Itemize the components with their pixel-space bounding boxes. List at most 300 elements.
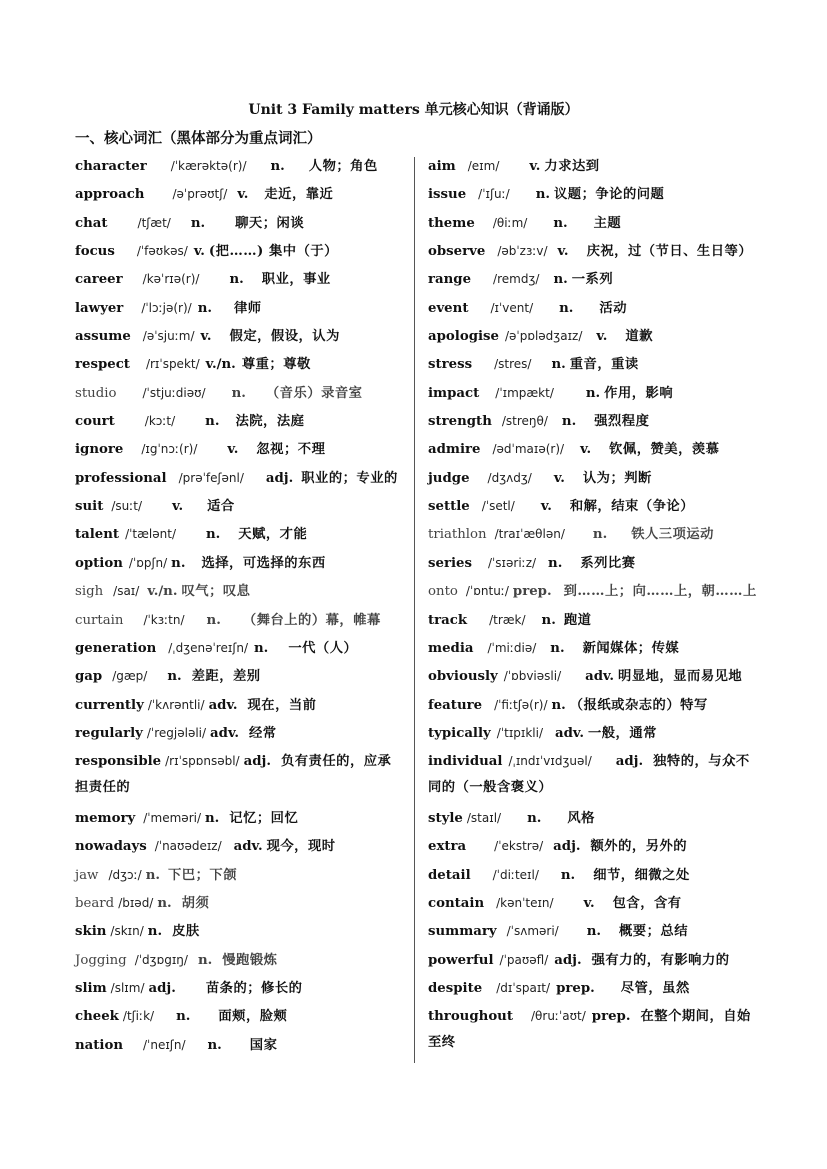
vocab-phonetic: /ˈmeməri/ bbox=[143, 810, 201, 825]
vocab-word: settle bbox=[428, 499, 470, 515]
vocab-word: admire bbox=[428, 442, 481, 458]
vocab-pos: v. bbox=[529, 159, 541, 174]
vocab-entry bbox=[428, 153, 763, 181]
vocab-pos: n. bbox=[527, 810, 542, 826]
vocab-word: event bbox=[428, 300, 469, 316]
vocab-phonetic: /ɪgˈnɔː(r)/ bbox=[141, 442, 198, 457]
vocab-entry bbox=[75, 635, 405, 663]
vocab-word: obviously bbox=[428, 669, 498, 685]
vocab-word: apologise bbox=[428, 329, 499, 345]
vocab-entry bbox=[428, 210, 763, 238]
vocab-word: respect bbox=[75, 357, 130, 373]
vocab-phonetic: /ˈfəʊkəs/ bbox=[136, 244, 188, 259]
vocab-word: suit bbox=[75, 499, 104, 515]
vocab-meaning: 国家 bbox=[249, 1037, 278, 1053]
vocab-meaning: 明显地，显而易见地 bbox=[618, 669, 743, 685]
vocab-phonetic: /ədˈmaɪə(r)/ bbox=[492, 442, 565, 457]
vocab-phonetic: /ˈregjələli/ bbox=[146, 725, 207, 740]
vocab-entry bbox=[428, 323, 763, 351]
vocab-phonetic: /saɪ/ bbox=[113, 584, 140, 599]
vocab-phonetic: /ˈmiːdiə/ bbox=[487, 640, 537, 655]
vocab-pos: n. bbox=[553, 215, 568, 231]
vocab-pos: adv. bbox=[210, 725, 239, 741]
vocab-phonetic: /slɪm/ bbox=[110, 980, 145, 995]
vocab-meaning: 经常 bbox=[248, 725, 277, 741]
vocab-phonetic: /ˈkɜːtn/ bbox=[143, 612, 185, 627]
vocab-meaning: 一系列 bbox=[571, 272, 614, 288]
vocab-pos: v. bbox=[227, 442, 239, 458]
vocab-meaning: 议题；争论的问题 bbox=[553, 187, 665, 203]
vocab-phonetic: /θiːm/ bbox=[492, 215, 528, 230]
vocab-entry bbox=[428, 720, 763, 748]
vocab-phonetic: /streŋθ/ bbox=[501, 414, 548, 429]
vocab-phonetic: /traɪˈæθlən/ bbox=[494, 527, 565, 542]
vocab-entry bbox=[428, 521, 763, 549]
vocab-entry bbox=[75, 918, 405, 946]
vocab-pos: adj. bbox=[554, 952, 582, 968]
vocab-pos: prep. bbox=[512, 584, 552, 600]
vocab-word: responsible bbox=[75, 754, 162, 770]
vocab-pos: v. bbox=[540, 499, 552, 515]
vocab-entry bbox=[428, 947, 763, 975]
vocab-pos: n. bbox=[586, 924, 602, 940]
vocab-word: curtain bbox=[75, 612, 124, 628]
vocab-phonetic: /stres/ bbox=[494, 357, 532, 372]
vocab-phonetic: /træk/ bbox=[489, 612, 526, 627]
vocab-entry bbox=[428, 833, 763, 861]
vocab-pos: n. bbox=[231, 385, 246, 401]
vocab-word: despite bbox=[428, 980, 483, 996]
vocab-word: media bbox=[428, 640, 474, 656]
vocab-word: series bbox=[428, 555, 472, 571]
vocab-phonetic: /gæp/ bbox=[112, 669, 148, 684]
vocab-word: gap bbox=[75, 669, 103, 685]
vocab-word: feature bbox=[428, 697, 483, 713]
vocab-word: jaw bbox=[75, 867, 99, 883]
vocab-phonetic: /ˈdʒɒgɪŋ/ bbox=[134, 952, 188, 967]
vocab-meaning: 职业，事业 bbox=[261, 272, 331, 288]
vocab-word: focus bbox=[75, 244, 115, 260]
vocab-word: nation bbox=[75, 1037, 124, 1053]
vocab-entry bbox=[75, 720, 405, 748]
vocab-meaning: 忽视；不理 bbox=[256, 442, 326, 458]
vocab-meaning: 尽管，虽然 bbox=[620, 980, 690, 996]
vocab-meaning: 假定，假设，认为 bbox=[229, 329, 340, 345]
vocab-entry bbox=[428, 238, 763, 266]
vocab-entry bbox=[75, 266, 405, 294]
vocab-word: track bbox=[428, 612, 468, 628]
vocab-entry bbox=[428, 266, 763, 294]
vocab-phonetic: /rɪˈspekt/ bbox=[145, 357, 200, 372]
vocab-entry bbox=[75, 380, 405, 408]
vocab-pos: prep. bbox=[556, 980, 595, 996]
vocab-pos: adj. bbox=[243, 754, 271, 770]
vocab-word: sigh bbox=[75, 584, 104, 600]
vocab-meaning: 尊重；尊敬 bbox=[241, 357, 311, 373]
vocab-entry bbox=[428, 918, 763, 946]
vocab-word: memory bbox=[75, 810, 136, 826]
vocab-entry bbox=[75, 323, 405, 351]
vocab-pos: adv. bbox=[585, 669, 615, 685]
vocab-word: aim bbox=[428, 159, 456, 174]
vocab-pos: adj. bbox=[265, 470, 294, 486]
vocab-pos: n. bbox=[592, 527, 608, 543]
vocab-meaning: 在整个期间，自始至终 bbox=[428, 1009, 751, 1051]
vocab-word: character bbox=[75, 159, 147, 174]
vocab-pos: v. bbox=[200, 329, 212, 345]
vocab-entry bbox=[428, 663, 763, 691]
vocab-pos: n. bbox=[560, 867, 576, 883]
vocab-meaning: 胡须 bbox=[181, 895, 210, 911]
vocab-pos: n. bbox=[205, 810, 220, 826]
vocab-phonetic: /ˈnaʊədeɪz/ bbox=[154, 839, 222, 854]
vocab-entry bbox=[428, 890, 763, 918]
vocab-word: summary bbox=[428, 924, 497, 940]
vocab-phonetic: /kənˈteɪn/ bbox=[496, 895, 554, 910]
vocab-entry bbox=[75, 436, 405, 464]
vocab-pos: n. bbox=[541, 612, 556, 628]
vocab-word: individual bbox=[428, 754, 503, 770]
vocab-word: contain bbox=[428, 895, 485, 911]
vocab-phonetic: /əˈprəʊtʃ/ bbox=[172, 187, 228, 202]
vocab-entry bbox=[428, 408, 763, 436]
vocab-word: theme bbox=[428, 215, 475, 231]
vocab-meaning: 聊天；闲谈 bbox=[235, 215, 305, 231]
vocab-meaning: 跑道 bbox=[563, 612, 592, 628]
vocab-phonetic: /remdʒ/ bbox=[493, 272, 540, 287]
vocab-meaning: 系列比赛 bbox=[580, 555, 636, 571]
vocab-pos: n. bbox=[145, 867, 161, 883]
vocab-meaning: 强有力的，有影响力的 bbox=[591, 952, 730, 968]
vocab-pos: n. bbox=[167, 669, 182, 685]
vocab-entry bbox=[428, 975, 763, 1003]
vocab-entry bbox=[428, 607, 763, 635]
vocab-pos: n. bbox=[270, 159, 285, 174]
vocab-word: triathlon bbox=[428, 527, 487, 543]
vocab-pos: prep. bbox=[591, 1009, 631, 1025]
vocab-meaning: 记忆；回忆 bbox=[229, 810, 299, 826]
vocab-pos: n. bbox=[229, 272, 244, 288]
vocab-phonetic: /əˈpɒlədʒaɪz/ bbox=[505, 329, 583, 344]
vocab-phonetic: /ˈɒpʃn/ bbox=[128, 555, 168, 570]
vocab-meaning: 认为；判断 bbox=[582, 470, 652, 486]
vocab-pos: adj. bbox=[553, 839, 581, 855]
vocab-pos: n. bbox=[206, 612, 221, 628]
vocab-phonetic: /suːt/ bbox=[111, 499, 143, 514]
vocab-phonetic: /kəˈrɪə(r)/ bbox=[142, 272, 200, 287]
vocab-entry bbox=[75, 295, 405, 323]
vocab-meaning: 一般，通常 bbox=[587, 725, 657, 741]
vocab-pos: n. bbox=[190, 215, 206, 231]
vocab-pos: adj. bbox=[615, 754, 644, 770]
vocab-word: regularly bbox=[75, 725, 143, 741]
vocab-phonetic: /dɪˈspaɪt/ bbox=[496, 980, 551, 995]
vocab-phonetic: /tʃiːk/ bbox=[122, 1009, 155, 1024]
vocab-entry bbox=[428, 465, 763, 493]
vocab-meaning: 现在，当前 bbox=[247, 697, 317, 713]
vocab-entry bbox=[75, 238, 405, 266]
vocab-pos: v. bbox=[193, 244, 205, 260]
vocab-phonetic: /staɪl/ bbox=[466, 810, 502, 825]
vocab-pos: n. bbox=[176, 1009, 191, 1025]
vocab-word: nowadays bbox=[75, 839, 147, 855]
vocab-entry bbox=[75, 607, 405, 635]
vocab-phonetic: /ˈlɔːjə(r)/ bbox=[141, 300, 192, 315]
vocab-meaning: 和解，结束（争论） bbox=[569, 499, 695, 515]
vocab-meaning: 铁人三项运动 bbox=[631, 527, 714, 543]
vocab-meaning: 庆祝，过（节日、生日等） bbox=[586, 244, 753, 260]
vocab-phonetic: /ˈsɪəriːz/ bbox=[487, 555, 537, 570]
vocab-meaning: 细节，细微之处 bbox=[593, 867, 690, 883]
vocab-meaning: 负有责任的，应承担责任的 bbox=[75, 754, 392, 796]
vocab-phonetic: /əˈsjuːm/ bbox=[142, 329, 195, 344]
vocab-meaning: 包含，含有 bbox=[612, 895, 682, 911]
vocab-phonetic: /ˈneɪʃn/ bbox=[143, 1037, 186, 1052]
vocab-entry bbox=[75, 210, 405, 238]
vocab-meaning: 一代（人） bbox=[288, 640, 358, 656]
vocab-word: judge bbox=[428, 470, 470, 486]
vocab-word: professional bbox=[75, 470, 167, 486]
vocab-meaning: 主题 bbox=[593, 215, 622, 231]
vocab-pos: n. bbox=[548, 555, 563, 571]
vocab-meaning: 道歉 bbox=[625, 329, 654, 345]
vocab-phonetic: /ˈɪʃuː/ bbox=[478, 187, 510, 202]
vocab-entry bbox=[75, 663, 405, 691]
vocab-entry bbox=[75, 748, 405, 805]
vocab-phonetic: /ˈpaʊəfl/ bbox=[499, 952, 549, 967]
vocab-word: career bbox=[75, 272, 123, 288]
vocab-phonetic: /θruːˈaʊt/ bbox=[531, 1009, 586, 1024]
vocab-pos: n. bbox=[157, 895, 172, 911]
vocab-pos: n. bbox=[171, 555, 186, 571]
vocab-pos: v. bbox=[557, 244, 569, 260]
vocab-entry bbox=[75, 890, 405, 918]
vocab-entry bbox=[428, 181, 763, 209]
vocab-entry bbox=[428, 380, 763, 408]
vocab-pos: adv. bbox=[208, 697, 238, 713]
vocab-meaning: （舞台上的）幕，帷幕 bbox=[242, 612, 381, 628]
vocab-pos: n. bbox=[535, 187, 550, 203]
vocab-phonetic: /skɪn/ bbox=[110, 924, 144, 939]
vocab-pos: n. bbox=[206, 527, 221, 543]
vocab-phonetic: /ˈɒntuː/ bbox=[465, 584, 509, 599]
vocab-entry bbox=[75, 833, 405, 861]
vocab-phonetic: /ˈɒbviəsli/ bbox=[503, 669, 562, 684]
vocab-meaning: 风格 bbox=[567, 810, 595, 826]
vocab-entry bbox=[75, 493, 405, 521]
vocab-entry bbox=[428, 635, 763, 663]
vocab-pos: n. bbox=[585, 385, 601, 401]
vocab-word: skin bbox=[75, 924, 107, 940]
section-heading: 一、核心词汇（黑体部分为重点词汇） bbox=[75, 130, 322, 147]
vocab-meaning: 选择，可选择的东西 bbox=[201, 555, 326, 571]
vocab-phonetic: /tʃæt/ bbox=[137, 215, 171, 230]
vocab-word: approach bbox=[75, 187, 145, 203]
vocab-word: currently bbox=[75, 697, 144, 713]
vocab-entry bbox=[428, 1003, 763, 1060]
vocab-word: ignore bbox=[75, 442, 124, 458]
vocab-meaning: 天赋，才能 bbox=[238, 527, 308, 543]
vocab-meaning: 走近，靠近 bbox=[264, 187, 334, 203]
vocab-meaning: 适合 bbox=[207, 499, 235, 515]
vocab-meaning: 差距，差别 bbox=[191, 669, 261, 685]
vocab-phonetic: /bɪəd/ bbox=[118, 895, 154, 910]
vocab-entry bbox=[428, 351, 763, 379]
vocab-pos: n. bbox=[551, 697, 566, 713]
vocab-entry bbox=[428, 748, 763, 805]
vocab-word: impact bbox=[428, 385, 480, 401]
vocab-phonetic: /ˈekstrə/ bbox=[494, 839, 544, 854]
vocab-pos: n. bbox=[559, 300, 574, 316]
vocab-entry bbox=[75, 408, 405, 436]
vocab-meaning: 到……上；向……上，朝……上 bbox=[563, 584, 757, 600]
vocab-entry bbox=[75, 805, 405, 833]
vocab-pos: n. bbox=[197, 300, 212, 316]
vocab-phonetic: /ˈɪmpækt/ bbox=[495, 385, 554, 400]
vocab-word: court bbox=[75, 414, 115, 430]
vocab-word: Jogging bbox=[75, 952, 127, 968]
vocab-entry bbox=[75, 578, 405, 606]
vocab-pos: v. bbox=[553, 470, 565, 486]
vocab-phonetic: /kɔːt/ bbox=[144, 414, 176, 429]
vocab-word: studio bbox=[75, 385, 117, 401]
vocab-phonetic: /ɪˈvent/ bbox=[490, 300, 534, 315]
vocab-entry bbox=[428, 295, 763, 323]
vocab-entry bbox=[428, 550, 763, 578]
vocab-pos: adv. bbox=[233, 839, 263, 855]
vocab-meaning: 力求达到 bbox=[544, 159, 600, 174]
vocab-pos: v. bbox=[583, 895, 595, 911]
vocab-word: lawyer bbox=[75, 300, 124, 316]
vocab-pos: n. bbox=[147, 924, 163, 940]
vocab-word: talent bbox=[75, 527, 120, 543]
vocab-meaning: 法院，法庭 bbox=[235, 414, 305, 430]
vocab-meaning: 律师 bbox=[233, 300, 262, 316]
vocab-pos: v. bbox=[237, 187, 249, 203]
vocab-word: generation bbox=[75, 640, 157, 656]
vocab-word: typically bbox=[428, 725, 491, 741]
vocab-phonetic: /ˈsʌməri/ bbox=[506, 924, 559, 939]
vocab-phonetic: /dʒɔː/ bbox=[108, 867, 142, 882]
vocab-meaning: 钦佩，赞美，羡慕 bbox=[609, 442, 720, 458]
vocab-meaning: （音乐）录音室 bbox=[265, 385, 363, 401]
vocab-meaning: 新闻媒体；传媒 bbox=[582, 640, 680, 656]
vocab-word: onto bbox=[428, 584, 458, 600]
vocab-column-left bbox=[75, 153, 405, 1060]
vocab-entry bbox=[75, 153, 405, 181]
vocab-entry bbox=[75, 947, 405, 975]
vocab-phonetic: /ˈdiːteɪl/ bbox=[492, 867, 539, 882]
vocab-entry bbox=[75, 550, 405, 578]
vocab-phonetic: /ˌdʒenəˈreɪʃn/ bbox=[168, 640, 249, 655]
vocab-meaning: 独特的，与众不同的（一般含褒义） bbox=[428, 754, 750, 796]
vocab-pos: v. bbox=[596, 329, 608, 345]
vocab-pos: v. bbox=[580, 442, 592, 458]
vocab-pos: adj. bbox=[148, 980, 176, 996]
vocab-phonetic: /ˈstjuːdiəʊ/ bbox=[142, 385, 206, 400]
vocab-entry bbox=[75, 692, 405, 720]
vocab-phonetic: /dʒʌdʒ/ bbox=[487, 470, 532, 485]
vocab-phonetic: /ˈtɪpɪkli/ bbox=[496, 725, 544, 740]
column-divider bbox=[414, 157, 415, 1063]
vocab-word: style bbox=[428, 810, 463, 826]
vocab-entry bbox=[75, 1003, 405, 1031]
vocab-phonetic: /ˈfiːtʃə(r)/ bbox=[494, 697, 548, 712]
vocab-entry bbox=[428, 805, 763, 833]
vocab-word: strength bbox=[428, 414, 492, 430]
vocab-entry bbox=[428, 436, 763, 464]
vocab-word: detail bbox=[428, 867, 471, 883]
vocab-entry bbox=[75, 521, 405, 549]
vocab-entry bbox=[428, 578, 763, 606]
vocab-word: powerful bbox=[428, 952, 494, 968]
vocab-meaning: 慢跑锻炼 bbox=[222, 952, 278, 968]
vocab-pos: n. bbox=[207, 1037, 222, 1053]
vocab-phonetic: /ˈtælənt/ bbox=[125, 527, 176, 542]
vocab-meaning: 下巴；下颌 bbox=[168, 867, 237, 883]
vocab-meaning: 额外的，另外的 bbox=[590, 839, 688, 855]
vocab-pos: n. bbox=[205, 414, 220, 430]
vocab-word: assume bbox=[75, 329, 131, 345]
vocab-meaning: 作用，影响 bbox=[604, 385, 674, 401]
vocab-meaning: 现今，现时 bbox=[266, 839, 336, 855]
vocab-pos: adv. bbox=[555, 725, 584, 741]
vocab-entry bbox=[75, 975, 405, 1003]
vocab-entry bbox=[428, 493, 763, 521]
vocab-word: observe bbox=[428, 244, 486, 260]
vocab-entry bbox=[75, 351, 405, 379]
vocab-pos: n. bbox=[254, 640, 269, 656]
vocab-meaning: 活动 bbox=[599, 300, 627, 316]
vocab-pos: n. bbox=[550, 640, 565, 656]
vocab-meaning: 人物；角色 bbox=[308, 159, 378, 174]
vocab-meaning: (把……) 集中（于） bbox=[208, 244, 338, 260]
vocab-phonetic: /rɪˈspɒnsəbl/ bbox=[165, 754, 240, 769]
vocab-entry bbox=[75, 181, 405, 209]
vocab-word: extra bbox=[428, 839, 467, 855]
vocab-meaning: 职业的；专业的 bbox=[301, 470, 398, 486]
vocab-phonetic: /ˈkʌrəntli/ bbox=[147, 697, 205, 712]
vocab-column-right bbox=[428, 153, 763, 1060]
vocab-phonetic: /prəˈfeʃənl/ bbox=[178, 470, 244, 485]
vocab-meaning: （报纸或杂志的）特写 bbox=[569, 697, 708, 713]
vocab-word: slim bbox=[75, 980, 107, 996]
vocab-pos: v. bbox=[172, 499, 184, 515]
vocab-phonetic: /ˈkærəktə(r)/ bbox=[170, 159, 247, 173]
vocab-meaning: 强烈程度 bbox=[594, 414, 650, 430]
vocab-meaning: 苗条的；修长的 bbox=[205, 980, 303, 996]
vocab-phonetic: /eɪm/ bbox=[467, 159, 500, 173]
vocab-pos: n. bbox=[197, 952, 213, 968]
vocab-pos: n. bbox=[553, 272, 568, 288]
vocab-pos: n. bbox=[561, 414, 577, 430]
vocab-phonetic: /əbˈzɜːv/ bbox=[497, 244, 548, 259]
vocab-entry bbox=[428, 692, 763, 720]
document-title: Unit 3 Family matters 单元核心知识（背诵版） bbox=[248, 102, 579, 118]
vocab-word: chat bbox=[75, 215, 108, 231]
vocab-word: beard bbox=[75, 895, 115, 911]
vocab-entry bbox=[75, 1032, 405, 1060]
vocab-phonetic: /ˈsetl/ bbox=[481, 499, 515, 514]
vocab-entry bbox=[428, 862, 763, 890]
vocab-pos: v./n. bbox=[205, 357, 236, 373]
vocab-pos: n. bbox=[551, 357, 566, 373]
vocab-word: cheek bbox=[75, 1009, 119, 1025]
vocab-word: throughout bbox=[428, 1009, 513, 1025]
vocab-meaning: 概要；总结 bbox=[619, 924, 688, 940]
vocab-word: issue bbox=[428, 187, 467, 203]
vocab-word: range bbox=[428, 272, 472, 288]
